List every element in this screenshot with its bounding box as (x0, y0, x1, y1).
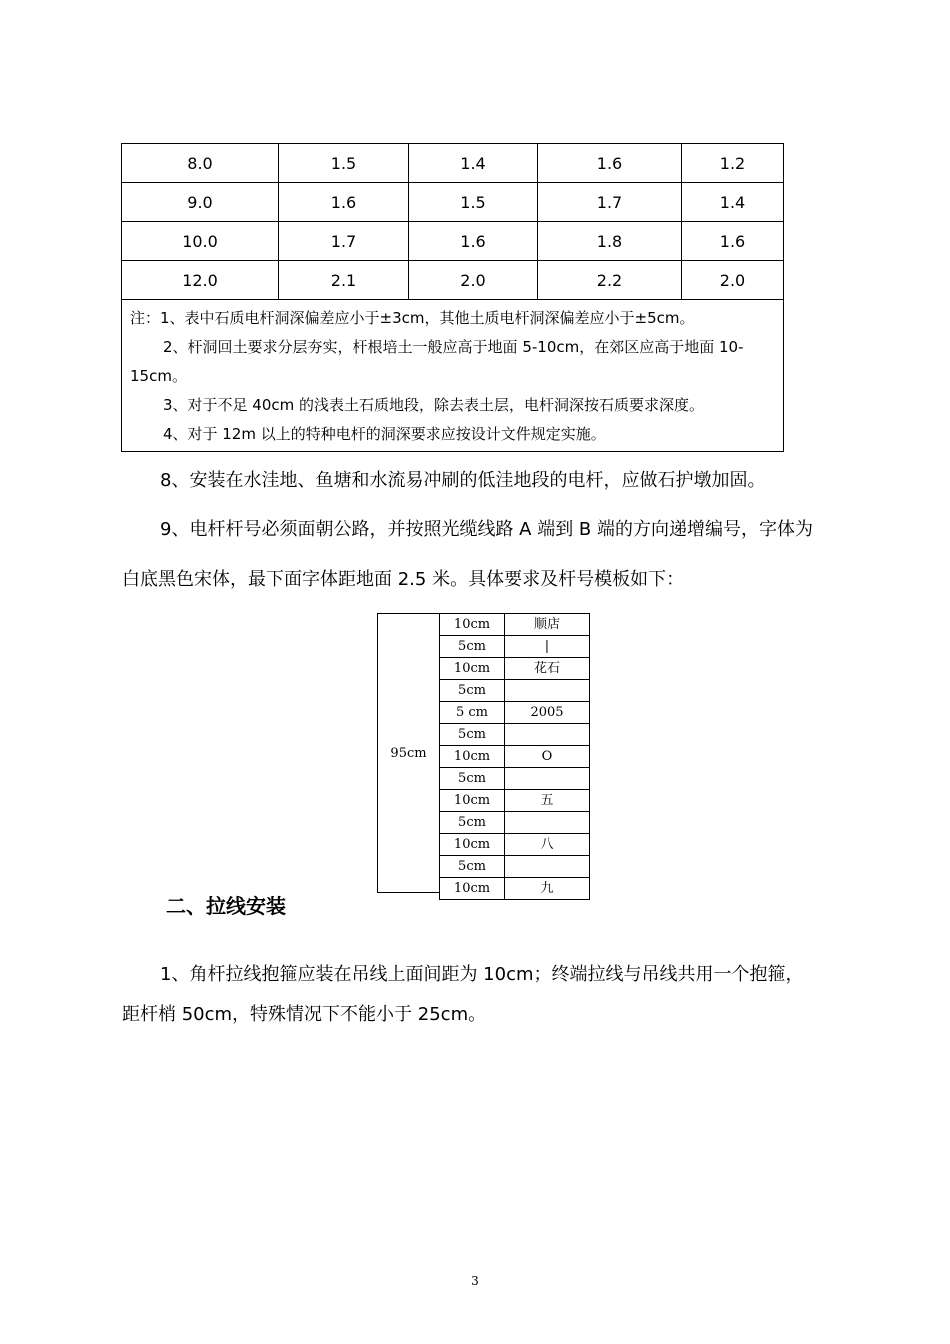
table-cell: 1.7 (538, 183, 682, 222)
template-text-cell: 花石 (505, 658, 590, 680)
note-4: 4、对于 12m 以上的特种电杆的洞深要求应按设计文件规定实施。 (163, 425, 606, 443)
template-size-cell: 10cm (440, 878, 505, 900)
table-cell: 1.5 (409, 183, 538, 222)
table-row (122, 144, 784, 183)
template-row (440, 878, 590, 900)
table-cell: 1.4 (409, 144, 538, 183)
note-3: 3、对于不足 40cm 的浅表土石质地段，除去表土层，电杆洞深按石质要求深度。 (163, 396, 705, 414)
table-row (122, 183, 784, 222)
item-9-paragraph-line2: 白底黑色宋体，最下面字体距地面 2.5 米。具体要求及杆号模板如下： (122, 569, 685, 590)
template-text-cell: 八 (505, 834, 590, 856)
table-cell: 1.6 (682, 222, 784, 261)
template-size-cell: 5cm (440, 856, 505, 878)
table-cell: 1.6 (279, 183, 409, 222)
template-size-cell: 10cm (440, 790, 505, 812)
table-cell: 1.2 (682, 144, 784, 183)
template-row (440, 614, 590, 636)
template-total-height: 95cm (377, 613, 439, 893)
template-size-cell: 5cm (440, 680, 505, 702)
table-cell: 1.5 (279, 144, 409, 183)
table-cell: 1.4 (682, 183, 784, 222)
template-text-cell: 五 (505, 790, 590, 812)
template-text-cell: O (505, 746, 590, 768)
table-cell: 2.0 (409, 261, 538, 300)
template-row (440, 658, 590, 680)
template-size-cell: 10cm (440, 746, 505, 768)
template-text-cell (505, 680, 590, 702)
table-note-cell (122, 300, 784, 452)
template-text-cell (505, 724, 590, 746)
item-9-paragraph-line1: 9、电杆杆号必须面朝公路，并按照光缆线路 A 端到 B 端的方向递增编号，字体为 (160, 519, 813, 540)
table-cell: 10.0 (122, 222, 279, 261)
item-8-paragraph: 8、安装在水洼地、鱼塘和水流易冲刷的低洼地段的电杆，应做石护墩加固。 (160, 470, 766, 491)
template-row (440, 768, 590, 790)
template-text-cell: 顺店 (505, 614, 590, 636)
table-cell: 1.8 (538, 222, 682, 261)
table-cell: 9.0 (122, 183, 279, 222)
pole-number-template (377, 613, 590, 896)
template-size-cell: 5 cm (440, 702, 505, 724)
template-size-cell: 5cm (440, 636, 505, 658)
template-size-cell: 10cm (440, 834, 505, 856)
template-row (440, 746, 590, 768)
template-row (440, 724, 590, 746)
table-cell: 1.6 (409, 222, 538, 261)
note-2: 2、杆洞回土要求分层夯实，杆根培土一般应高于地面 5-10cm，在郊区应高于地面 10-15cm。 (130, 338, 744, 385)
template-row (440, 636, 590, 658)
template-row (440, 812, 590, 834)
guy-item-1-line2: 距杆梢 50cm，特殊情况下不能小于 25cm。 (122, 1004, 487, 1025)
template-row (440, 790, 590, 812)
table-row (122, 261, 784, 300)
guy-item-1-line1: 1、角杆拉线抱箍应装在吊线上面间距为 10cm；终端拉线与吊线共用一个抱箍， (160, 964, 804, 985)
table-cell: 8.0 (122, 144, 279, 183)
note-1: 注：1、表中石质电杆洞深偏差应小于±3cm，其他土质电杆洞深偏差应小于±5cm。 (130, 309, 695, 327)
table-cell: 1.6 (538, 144, 682, 183)
template-row (440, 702, 590, 724)
table-row (122, 222, 784, 261)
pole-hole-depth-table (121, 143, 784, 452)
template-text-cell (505, 768, 590, 790)
template-text-cell: 九 (505, 878, 590, 900)
table-cell: 2.1 (279, 261, 409, 300)
template-size-cell: 5cm (440, 724, 505, 746)
template-size-cell: 10cm (440, 658, 505, 680)
page-number: 3 (471, 1274, 479, 1288)
table-cell: 2.2 (538, 261, 682, 300)
table-note-row (122, 300, 784, 452)
template-text-cell (505, 856, 590, 878)
template-size-cell: 5cm (440, 768, 505, 790)
template-row (440, 834, 590, 856)
section-heading: 二、拉线安装 (166, 894, 286, 918)
template-size-cell: 5cm (440, 812, 505, 834)
template-row (440, 856, 590, 878)
template-text-cell (505, 812, 590, 834)
template-text-cell: 2005 (505, 702, 590, 724)
template-row (440, 680, 590, 702)
table-cell: 2.0 (682, 261, 784, 300)
template-table (439, 613, 590, 900)
table-cell: 12.0 (122, 261, 279, 300)
table-cell: 1.7 (279, 222, 409, 261)
template-text-cell: | (505, 636, 590, 658)
template-size-cell: 10cm (440, 614, 505, 636)
